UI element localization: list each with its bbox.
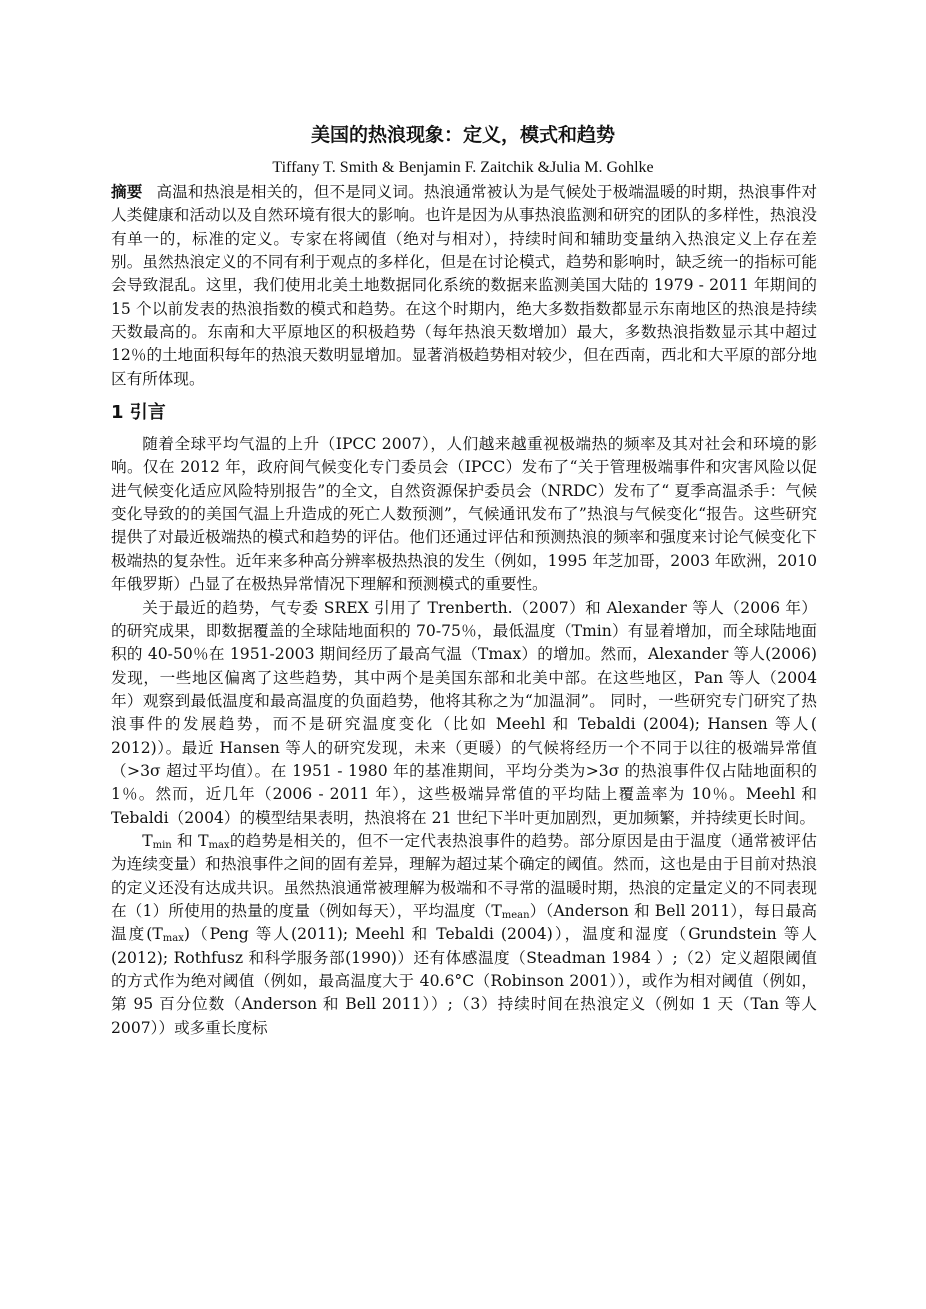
p3-tmean-sub: mean (501, 909, 530, 921)
p3-text-b: ）（Anderson 和 Bell 2011），每日最高温度(T (111, 901, 817, 944)
intro-paragraph-3 (111, 830, 817, 1040)
paper-authors: Tiffany T. Smith & Benjamin F. Zaitchik &Julia M. Gohlke (272, 159, 654, 176)
p3-tmax-sub-2: max (162, 933, 184, 945)
abstract-label: 摘要 (111, 182, 143, 201)
intro-paragraph-2: 关于最近的趋势，气专委 SREX 引用了 Trenberth.（2007）和 Alexander 等人（2006 年）的研究成果，即数据覆盖的全球陆地面积的 70-75％，最低温度（Tmin）有显着增加，而全球陆地面积的 40-50％在 1951-2003 期间经历了最高气温（Tmax）的增加。然而，Alexander 等人(2006)发现，一些地区偏离了这些趋势，其中两个是美国东部和北美中部。在这些地区，Pan 等人（2004 年）观察到最低温度和最高温度的负面趋势，他将其称之为“加温洞”。 同时，一些研究专门研究了热浪事件的发展趋势，而不是研究温度变化（比如 Meehl 和 Tebaldi (2004); Hansen 等人( 2012)）。最近 Hansen 等人的研究发现，未来（更暖）的气候将经历一个不同于以往的极端异常值（>3σ 超过平均值）。在 1951 - 1980 年的基准期间，平均分类为>3σ 的热浪事件仅占陆地面积的 1％。然而，近几年（2006 - 2011 年），这些极端异常值的平均陆上覆盖率为 10％。Meehl 和 Tebaldi（2004）的模型结果表明，热浪将在 21 世纪下半叶更加剧烈，更加频繁，并持续更长时间。 (111, 598, 817, 827)
paper-title: 美国的热浪现象：定义，模式和趋势 (310, 124, 615, 146)
p3-tmin-sub: min (152, 839, 172, 851)
paper-body (111, 180, 817, 1040)
p3-text-c: )（Peng 等人(2011); Meehl 和 Tebaldi (2004)），温度和湿度（Grundstein 等人(2012); Rothfusz 和科学服务部(1990)）还有体感温度（Steadman 1984 ）;（2）定义超限阈值的方式作为绝对阈值（例如，最高温度大于 40.6°C（Robinson 2001）），或作为相对阈值（例如，第 95 百分位数（Anderson 和 Bell 2011））;（3）持续时间在热浪定义（例如 1 天（Tan 等人 2007））或多重长度标 (111, 925, 817, 1037)
abstract-text: 高温和热浪是相关的，但不是同义词。热浪通常被认为是气候处于极端温暖的时期，热浪事件对人类健康和活动以及自然环境有很大的影响。也许是因为从事热浪监测和研究的团队的多样性，热浪没有单一的，标准的定义。专家在将阈值（绝对与相对），持续时间和辅助变量纳入热浪定义上存在差别。虽然热浪定义的不同有利于观点的多样化，但是在讨论模式，趋势和影响时，缺乏统一的指标可能会导致混乱。这里，我们使用北美土地数据同化系统的数据来监测美国大陆的 1979 - 2011 年期间的 15 个以前发表的热浪指数的模式和趋势。在这个时期内，绝大多数指数都显示东南地区的热浪是持续天数最高的。东南和大平原地区的积极趋势（每年热浪天数增加）最大，多数热浪指数显示其中超过 12％的土地面积每年的热浪天数明显增加。显著消极趋势相对较少，但在西南，西北和大平原的部分地区有所体现。 (111, 183, 817, 388)
abstract-paragraph (111, 180, 817, 391)
intro-paragraph-1: 随着全球平均气温的上升（IPCC 2007），人们越来越重视极端热的频率及其对社会和环境的影响。仅在 2012 年，政府间气候变化专门委员会（IPCC）发布了“关于管理极端事件和灾害风险以促进气候变化适应风险特别报告”的全文，自然资源保护委员会（NRDC）发布了“ 夏季高温杀手：气候变化导致的的美国气温上升造成的死亡人数预测”，气候通讯发布了”热浪与气候变化“报告。这些研究提供了对最近极端热的模式和趋势的评估。他们还通过评估和预测热浪的频率和强度来讨论气候变化下极端热的复杂性。近年来多种高分辨率极热热浪的发生（例如，1995 年芝加哥，2003 年欧洲，2010 年俄罗斯）凸显了在极热异常情况下理解和预测模式的重要性。 (111, 435, 818, 594)
p3-and-tmax: 和 T (171, 831, 209, 850)
p3-tmax-sub: max (208, 839, 230, 851)
p3-text-a: 的趋势是相关的，但不一定代表热浪事件的趋势。部分原因是由于温度（通常被评估为连续变量）和热浪事件之间的固有差异，理解为超过某个确定的阈值。然而，这也是由于目前对热浪的定义还没有达成共识。虽然热浪通常被理解为极端和不寻常的温暖时期，热浪的定量定义的不同表现在（1）所使用的热量的度量（例如每天），平均温度（T (111, 831, 817, 920)
section-heading-introduction: 1 引言 (111, 402, 166, 424)
p3-tmin-t: T (142, 831, 153, 850)
